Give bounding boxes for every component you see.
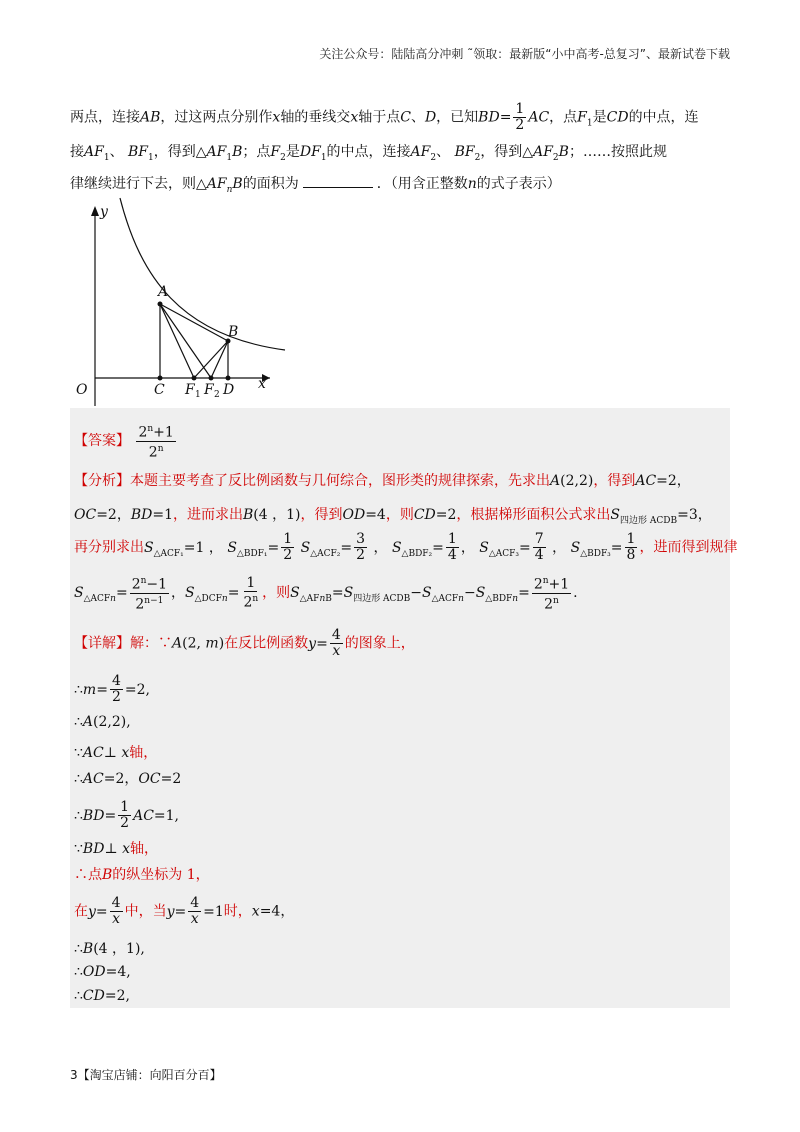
segment-af2 <box>160 304 211 378</box>
answer-section <box>70 408 738 1008</box>
detail-row-11: ∴OD=4, <box>74 964 131 980</box>
q-text: 的面积为 <box>242 176 299 192</box>
label-a: A <box>158 284 169 300</box>
detail-tag: 【详解】 <box>74 635 130 652</box>
q-text: 接 <box>70 144 84 160</box>
page-header: 关注公众号：陆陆高分冲刺 ˜领取：最新版“小中高考-总复习”、最新试卷下载 <box>319 47 730 61</box>
answer-tag: 【答案】 <box>74 433 130 450</box>
q-text: ，得到△ <box>153 144 207 160</box>
svg-text:2: 2 <box>214 390 220 400</box>
q-text: ；点 <box>242 144 271 160</box>
segment-bf1 <box>194 341 228 378</box>
label-f1: F <box>185 382 195 398</box>
analysis-row-3: 再分别求出$S_{\triangle ACF_1}=1$ ， $S_{\triangle BDF_1}=$ $\frac{1}{2}$ $S_{\triangle ACF_2}=$ $\frac{3}{2}$ ， $S_{\triangle BDF_2}=$ $\frac{1}{4}$ ， $S_{\triangle ACF_3}=$ $\frac{7}{4}$ ， $S_{\triangle BDF_3}=$ $\frac{1}{8}$ ，进而得到规律 <box>74 531 738 563</box>
figure <box>70 196 310 406</box>
q-text: ，已知 <box>436 109 479 126</box>
detail-row-9: 在y= $\frac{4}{x}$ 中，当y= $\frac{4}{x}$ =1时，x=4， <box>74 895 295 927</box>
detail-row-5: ∴AC=2，OC=2 <box>74 771 182 787</box>
q-text: 的中点，连 <box>628 109 699 126</box>
detail-row-4: ∵AC⊥ x轴， <box>74 745 158 761</box>
segment-bf2 <box>211 341 228 378</box>
q-text: 是 <box>592 109 607 126</box>
answer-row: 【答案】 $\frac{2^n+1}{2^n}$ <box>74 424 174 461</box>
detail-row-7: ∵BD⊥ x轴， <box>74 841 158 857</box>
detail-row-8: ∴点B的纵坐标为 1， <box>74 867 210 883</box>
point-c <box>158 376 163 381</box>
label-b: B <box>228 324 239 340</box>
question-line-2: 接$AF_1$、 $BF_1$，得到$\triangle AF_1B$；点$F_2$是$DF_1$的中点，连接$AF_2$、 $BF_2$，得到$\triangle AF_2B$；……按照此规 <box>70 144 667 163</box>
label-d: D <box>223 382 235 398</box>
answer-blank <box>303 187 373 188</box>
svg-text:1: 1 <box>195 390 201 400</box>
detail-row-2: ∴m= $\frac{4}{2}$ =2, <box>74 673 150 705</box>
q-text: ，得到△ <box>480 144 534 160</box>
q-text: ．（用含正整数 <box>376 176 468 192</box>
analysis-row-4: $S_{\triangle ACFn}=$ $\frac{2^n-1}{2^{n-1}}$ ，$S_{\triangle DCFn}=$ $\frac{1}{2^n}$ ，则$S_{\triangle AFnB}=S_{四边形 ACDB}-S_{\triangle ACFn}-S_{\triangle BDFn}=$ $\frac{2^n+1}{2^n}$ . <box>74 574 578 613</box>
point-d <box>226 376 231 381</box>
question-line-3: 律继续进行下去，则$\triangle AF_nB$的面积为 ．（用含正整数n的式子表示） <box>70 176 561 195</box>
q-text: ，过这两点分别作 <box>160 109 273 126</box>
label-x: x <box>258 376 266 392</box>
detail-row-12: ∴CD=2, <box>74 988 130 1004</box>
y-arrow-icon <box>91 206 99 216</box>
segment-af1 <box>160 304 194 378</box>
detail-row-1: 【详解】解：∵A(2, m)在反比例函数y= $\frac{4}{x}$ 的图象上， <box>74 627 415 659</box>
q-text: 律继续进行下去，则△ <box>70 176 207 192</box>
detail-row-3: ∴A(2,2), <box>74 714 131 730</box>
question-line-1: 两点，连接AB，过这两点分别作x轴的垂线交x轴于点C、D，已知BD= $\frac{1}{2}$ AC，点$F_1$是CD的中点，连 <box>70 101 699 133</box>
label-f2: F <box>204 382 214 398</box>
page-footer: 3【淘宝店铺：向阳百分百】 <box>70 1068 222 1082</box>
q-text: 轴于点 <box>358 109 401 126</box>
q-text: 轴的垂线交 <box>280 109 351 126</box>
detail-row-6: ∴BD= $\frac{1}{2}$ AC=1, <box>74 799 180 831</box>
q-text: 是 <box>285 144 300 160</box>
analysis-row-2: OC=2，BD=1，进而求出B(4 ，1)，得到OD=4，则CD=2，根据梯形面积公式求出$S_{四边形 ACDB}=3$， <box>74 507 712 526</box>
q-text: 两点，连接 <box>70 109 140 126</box>
label-c: C <box>154 382 165 398</box>
q-text: ；……按照此规 <box>568 144 667 160</box>
point-a <box>158 302 163 307</box>
q-text: 的中点，连接 <box>326 144 411 160</box>
q-text: ，点 <box>549 109 578 126</box>
point-f1 <box>192 376 197 381</box>
label-y: y <box>100 204 108 220</box>
label-o: O <box>76 382 88 398</box>
detail-row-10: ∴B(4 ，1), <box>74 941 145 957</box>
segment-ab <box>160 304 228 341</box>
analysis-row-1: 【分析】本题主要考查了反比例函数与几何综合，图形类的规律探索，先求出A(2,2)，得到AC=2， <box>74 473 691 489</box>
analysis-tag: 【分析】 <box>74 473 130 489</box>
q-text: 的式子表示） <box>476 176 561 192</box>
point-f2 <box>209 376 214 381</box>
